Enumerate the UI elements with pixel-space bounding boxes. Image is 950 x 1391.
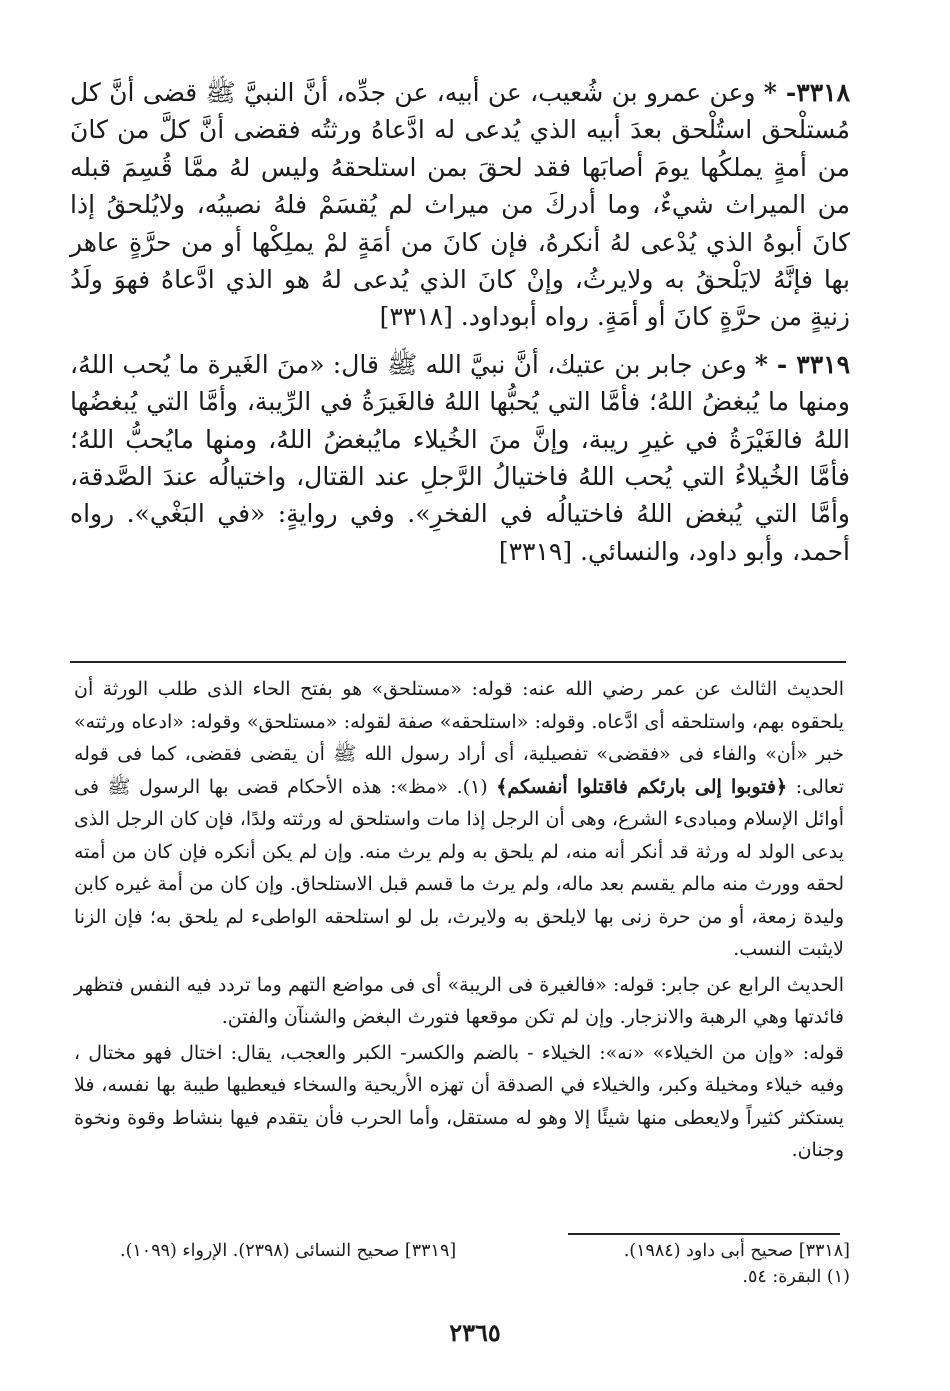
hadith-number: ٣٣١٩ - * bbox=[754, 349, 850, 379]
footnote-row bbox=[90, 1238, 850, 1264]
hadith-text: وعن جابر بن عتيك، أنَّ نبيَّ الله ﷺ قال: «منَ الغَيرة ما يُحب اللهُ، ومنها ما يُبغضُ اللهُ؛ فأمَّا التي يُحبُّها اللهُ فالغَيرَةُ في الرِّيبة، وأمَّا التي يُبغضُها اللهُ فالغَيْرَةُ في غيرِ ريبة، وإنَّ منَ الخُيلاء مايُبغضُ اللهُ، ومنها مايُحبُّ اللهُ؛ فأمَّا الخُيلاءُ التي يُحب اللهُ فاختيالُ الرَّجلِ عند القتال، واختيالُه عندَ الصَّدقة، وأمَّا التي يُبغض اللهُ فاختيالُه في الفخرِ». وفي روايةٍ: «في البَغْي». رواه أحمد، وأبو داود، والنسائي. [٣٣١٩] bbox=[70, 349, 850, 566]
commentary-paragraph: قوله: «وإن من الخيلاء» «نه»: الخيلاء - بالضم والكسر- الكبر والعجب، يقال: اختال فهو مختال ، وفيه خيلاء ومخيلة وكبر، والخيلاء في الصدقة أن تهزه الأريحية والسخاء فيعطيها طيبة بها نفسه، فلا يستكثر كثيراً ولايعطى منها شيئًا إلا وهو له مستقل، وأما الحرب فأن يتقدم فيها بنشاط وقوة ونخوة وجنان. bbox=[74, 1041, 844, 1161]
commentary-section bbox=[74, 673, 844, 1167]
page-number: ٢٣٦٥ bbox=[449, 1318, 501, 1347]
takhrij-note-3318: [٣٣١٨] صحيح أبى داود (١٩٨٤). bbox=[623, 1241, 850, 1261]
footnotes bbox=[90, 1238, 850, 1290]
commentary-paragraph bbox=[74, 673, 844, 966]
commentary-text: الحديث الثالث عن عمر رضي الله عنه: قوله: «مستلحق» هو بفتح الحاء الذى طلب الورثة أن يلحقوه بهم، واستلحقه أى ادَّعاه. وقوله: «استلحقه» صفة لقوله: «مستلحق» وقوله: «ادعاه ورثته» خبر «أن» والفاء فى «فقضى» تفصيلية، أى أراد رسول الله ﷺ أن يقضى فقضى، كما فى قوله تعالى: bbox=[74, 678, 844, 798]
hadith-3318 bbox=[70, 74, 850, 336]
hadith-number: ٣٣١٨- * bbox=[763, 78, 851, 107]
commentary-text: (١). «مظ»: هذه الأحكام قضى بها الرسول ﷺ فى أوائل الإسلام ومبادىء الشرع، وهى أن الرجل إذا مات واستلحق له ورثته ولدًا، فإن كان الرجل الذى يدعى الولد له ورثة قد أنكر أنه منه، لم يلحق به ولم يرث منه. وإن لم يكن أنكره فإن كان من أمته لحقه وورث منه مالم يقسم بعد ماله، ولم يرث ما قسم قبل الاستلحاق. وإن كان من أمة غيره كابن وليدة زمعة، أو من حرة زنى بها لايلحق به ولايرث، بل لو استلحقه الواطىء لم يلحق به؛ فإن الزنا لايثبت النسب. bbox=[74, 775, 844, 960]
footnote-1: (١) البقرة: ٥٤. bbox=[742, 1267, 850, 1287]
footnote-row bbox=[90, 1264, 850, 1290]
quran-quote: ﴿فتوبوا إلى بارئكم فاقتلوا أنفسكم﴾ bbox=[496, 775, 788, 798]
footnote-divider bbox=[568, 1233, 840, 1235]
takhrij-note-3319: [٣٣١٩] صحيح النسائى (٢٣٩٨). الإرواء (١٠٩٩). bbox=[120, 1241, 457, 1261]
hadith-section bbox=[70, 74, 850, 570]
hadith-3319 bbox=[70, 346, 850, 570]
section-divider bbox=[70, 661, 846, 663]
commentary-paragraph: الحديث الرابع عن جابر: قوله: «فالغيرة فى الريبة» أى فى مواضع التهم وما تردد فيه النفس فتظهر فائدتها وهي الرهبة والانزجار. وإن لم تكن موقعها فتورث البغض والشنآن والفتن. bbox=[74, 973, 844, 1028]
hadith-text: وعن عمرو بن شُعيب، عن أبيه، عن جدِّه، أنَّ النبيَّ ﷺ قضى أنَّ كل مُستلْحق استُلْحق بعدَ أبيه الذي يُدعى له ادَّعاهُ ورثتُه فقضى أنَّ كلَّ من كانَ من أمةٍ يملكُها يومَ أصابَها فقد لحقَ بمن استلحقهُ وليس لهُ ممَّا قُسِمَ قبله من الميراث شيءٌ، وما أدركَ من ميراث لم يُقسَمْ فلهُ نصيبُه، ولايُلحقُ إذا كانَ أبوهُ الذي يُدْعى لهُ أنكرهُ، فإن كانَ من أمَةٍ لمْ يملِكْها أو من حرَّةٍ عاهر بها فإنَّهُ لايَلْحقُ به ولايرثُ، وإنْ كانَ الذي يُدعى لهُ هو الذي ادَّعاهُ فهوَ ولَدُ زنيةٍ من حرَّةٍ كانَ أو أمَةٍ. رواه أبوداود. [٣٣١٨] bbox=[70, 78, 850, 332]
